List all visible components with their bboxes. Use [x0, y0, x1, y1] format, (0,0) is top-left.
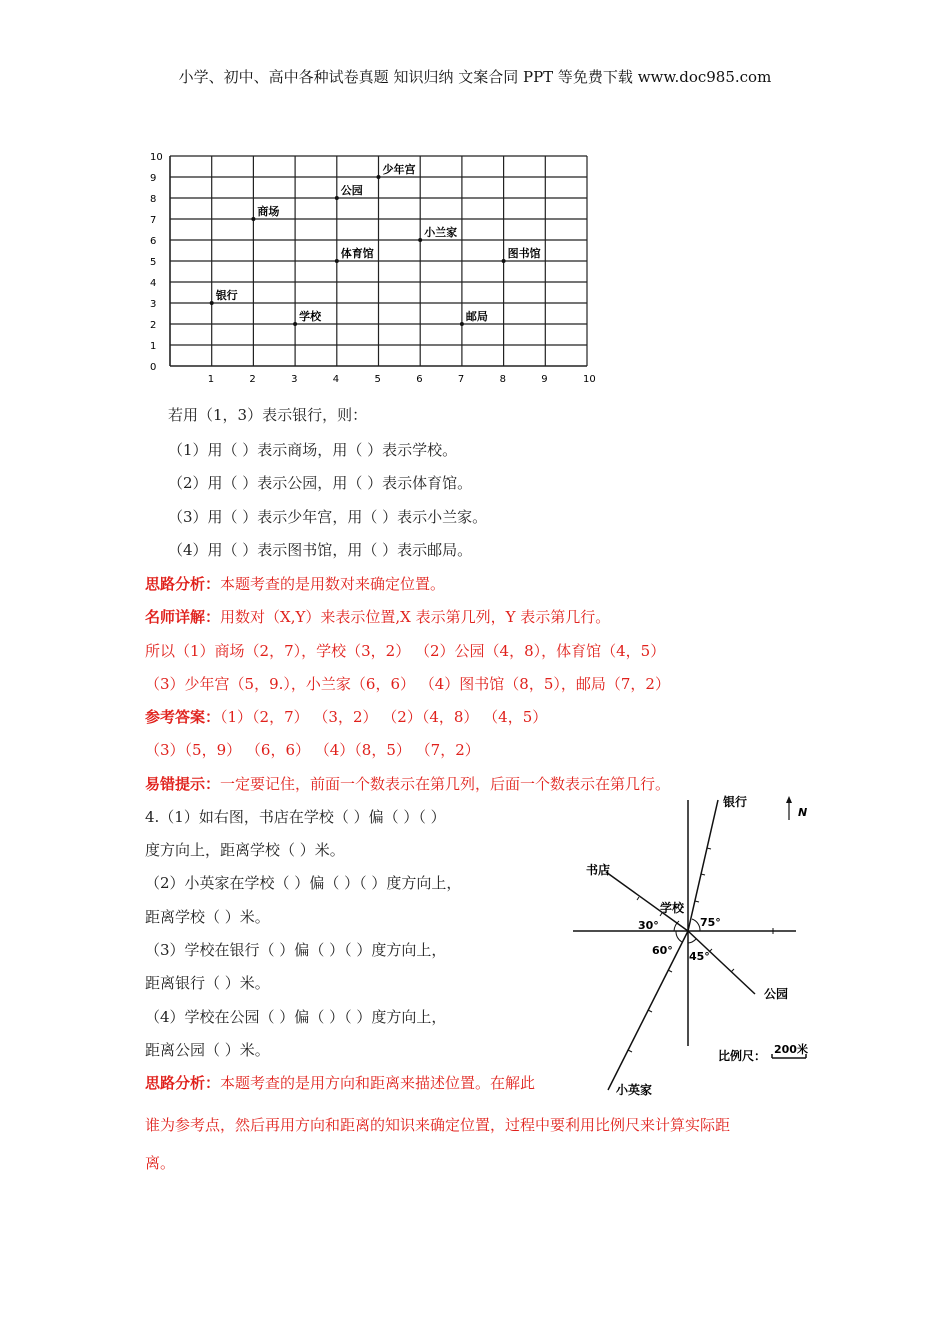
- x-tick-label: 8: [499, 374, 506, 385]
- scale-value: 200米: [774, 1043, 808, 1056]
- bank-label: 银行: [723, 795, 748, 809]
- q3-answer: [145, 706, 547, 727]
- place-label: 银行: [215, 289, 238, 302]
- park-label: 公园: [764, 987, 789, 1001]
- north-label: N: [798, 806, 808, 819]
- angle-60-label: 60°: [652, 944, 673, 957]
- place-label: 小兰家: [424, 226, 458, 239]
- q4-line-2: 度方向上，距离学校（ ）米。: [145, 841, 345, 859]
- q3-answer-line-2: （3）（5，9） （6，6） （4）（8，5） （7，2）: [145, 741, 480, 759]
- q3-explain-text: 用数对（X,Y）来表示位置,X 表示第几列，Y 表示第几行。: [220, 608, 611, 626]
- y-tick-label: 1: [150, 341, 157, 352]
- y-tick-label: 2: [150, 320, 157, 331]
- q3-so-line-1: 所以（1）商场（2，7），学校（3，2） （2）公园（4，8），体育馆（4，5）: [145, 642, 666, 660]
- q3-answer-label: 参考答案：: [145, 708, 221, 726]
- q3-explain: [145, 606, 610, 627]
- q4-analysis-label: 思路分析：: [145, 1074, 221, 1092]
- scale-label: 比例尺：: [718, 1049, 767, 1063]
- place-label: 邮局: [465, 310, 488, 323]
- coordinate-grid-figure: [138, 148, 608, 392]
- place-point: [502, 259, 506, 263]
- x-tick-label: 1: [207, 374, 215, 385]
- page-header: 小学、初中、高中各种试卷真题 知识归纳 文案合同 PPT 等免费下载 www.doc985.com: [178, 68, 772, 86]
- place-point: [377, 175, 381, 179]
- q4-line-3: （2）小英家在学校（ ）偏（ ）（ ）度方向上，: [145, 874, 462, 892]
- q3-analysis-label: 思路分析：: [145, 575, 221, 593]
- coordinate-grid-svg: [138, 148, 608, 388]
- x-tick-label: 7: [457, 374, 465, 385]
- q3-explain-label: 名师详解：: [145, 608, 221, 626]
- q3-item-3: （3）用（ ）表示少年宫，用（ ）表示小兰家。: [168, 508, 488, 526]
- place-label: 体育馆: [340, 247, 374, 260]
- y-tick-label: 7: [150, 215, 157, 226]
- y-tick-label: 0: [150, 362, 157, 373]
- q4-analysis-line-3: 离。: [145, 1154, 176, 1172]
- y-tick-label: 5: [150, 257, 157, 268]
- x-tick-label: 6: [416, 374, 423, 385]
- q3-analysis-text: 本题考查的是用数对来确定位置。: [220, 575, 446, 593]
- place-label: 少年宫: [382, 163, 416, 176]
- place-label: 学校: [299, 310, 322, 323]
- q3-item-1: （1）用（ ）表示商场，用（ ）表示学校。: [168, 441, 458, 459]
- y-tick-label: 6: [150, 236, 157, 247]
- q4-line-5: （3）学校在银行（ ）偏（ ）（ ）度方向上，: [145, 941, 447, 959]
- direction-map-svg: [568, 790, 808, 1100]
- school-label: 学校: [660, 901, 685, 915]
- bookstore-label: 书店: [586, 863, 611, 877]
- q4-line-8: 距离公园（ ）米。: [145, 1041, 270, 1059]
- place-point: [460, 322, 464, 326]
- place-point: [335, 259, 339, 263]
- place-point: [418, 238, 422, 242]
- q4-line-6: 距离银行（ ）米。: [145, 974, 270, 992]
- place-point: [210, 301, 214, 305]
- q3-tip-text: 一定要记住，前面一个数表示在第几列，后面一个数表示在第几行。: [220, 775, 671, 793]
- x-tick-label: 4: [332, 374, 340, 385]
- y-tick-label: 4: [150, 278, 157, 289]
- direction-map-figure: [568, 790, 808, 1104]
- place-label: 商场: [257, 205, 280, 218]
- north-arrow-icon: [786, 796, 792, 820]
- x-tick-label: 9: [541, 374, 548, 385]
- q4-line-1: 4.（1）如右图，书店在学校（ ）偏（ ）（ ）: [145, 808, 446, 826]
- x-tick-label: 10: [583, 374, 596, 385]
- q3-answer-line-1: （1）（2，7） （3，2） （2）（4，8） （4，5）: [220, 708, 548, 726]
- q3-so-line-2: （3）少年宫（5，9.），小兰家（6，6） （4）图书馆（8，5），邮局（7，2）: [145, 675, 670, 693]
- q4-analysis: [145, 1072, 535, 1093]
- y-tick-label: 10: [150, 152, 163, 163]
- q4-line-4: 距离学校（ ）米。: [145, 908, 270, 926]
- q3-analysis: [145, 573, 445, 594]
- x-tick-label: 2: [249, 374, 256, 385]
- angle-75-label: 75°: [700, 916, 721, 929]
- q3-tip-label: 易错提示：: [145, 775, 221, 793]
- q4-analysis-line-2: 谁为参考点，然后再用方向和距离的知识来确定位置，过程中要利用比例尺来计算实际距: [145, 1116, 731, 1134]
- q4-analysis-line-1: 本题考查的是用方向和距离来描述位置。在解此: [220, 1074, 536, 1092]
- y-tick-label: 3: [150, 299, 157, 310]
- q3-item-2: （2）用（ ）表示公园，用（ ）表示体育馆。: [168, 474, 473, 492]
- x-tick-label: 5: [374, 374, 381, 385]
- angle-45-label: 45°: [689, 950, 710, 963]
- y-tick-label: 8: [150, 194, 157, 205]
- place-point: [251, 217, 255, 221]
- angle-30-label: 30°: [638, 919, 659, 932]
- place-label: 公园: [340, 184, 363, 197]
- q3-intro: 若用（1，3）表示银行，则：: [168, 406, 368, 424]
- place-point: [335, 196, 339, 200]
- q4-line-7: （4）学校在公园（ ）偏（ ）（ ）度方向上，: [145, 1008, 447, 1026]
- y-tick-label: 9: [150, 173, 157, 184]
- x-tick-label: 3: [291, 374, 298, 385]
- xiaoying-label: 小英家: [616, 1083, 653, 1097]
- place-label: 图书馆: [507, 247, 541, 260]
- q3-item-4: （4）用（ ）表示图书馆，用（ ）表示邮局。: [168, 541, 473, 559]
- place-point: [293, 322, 297, 326]
